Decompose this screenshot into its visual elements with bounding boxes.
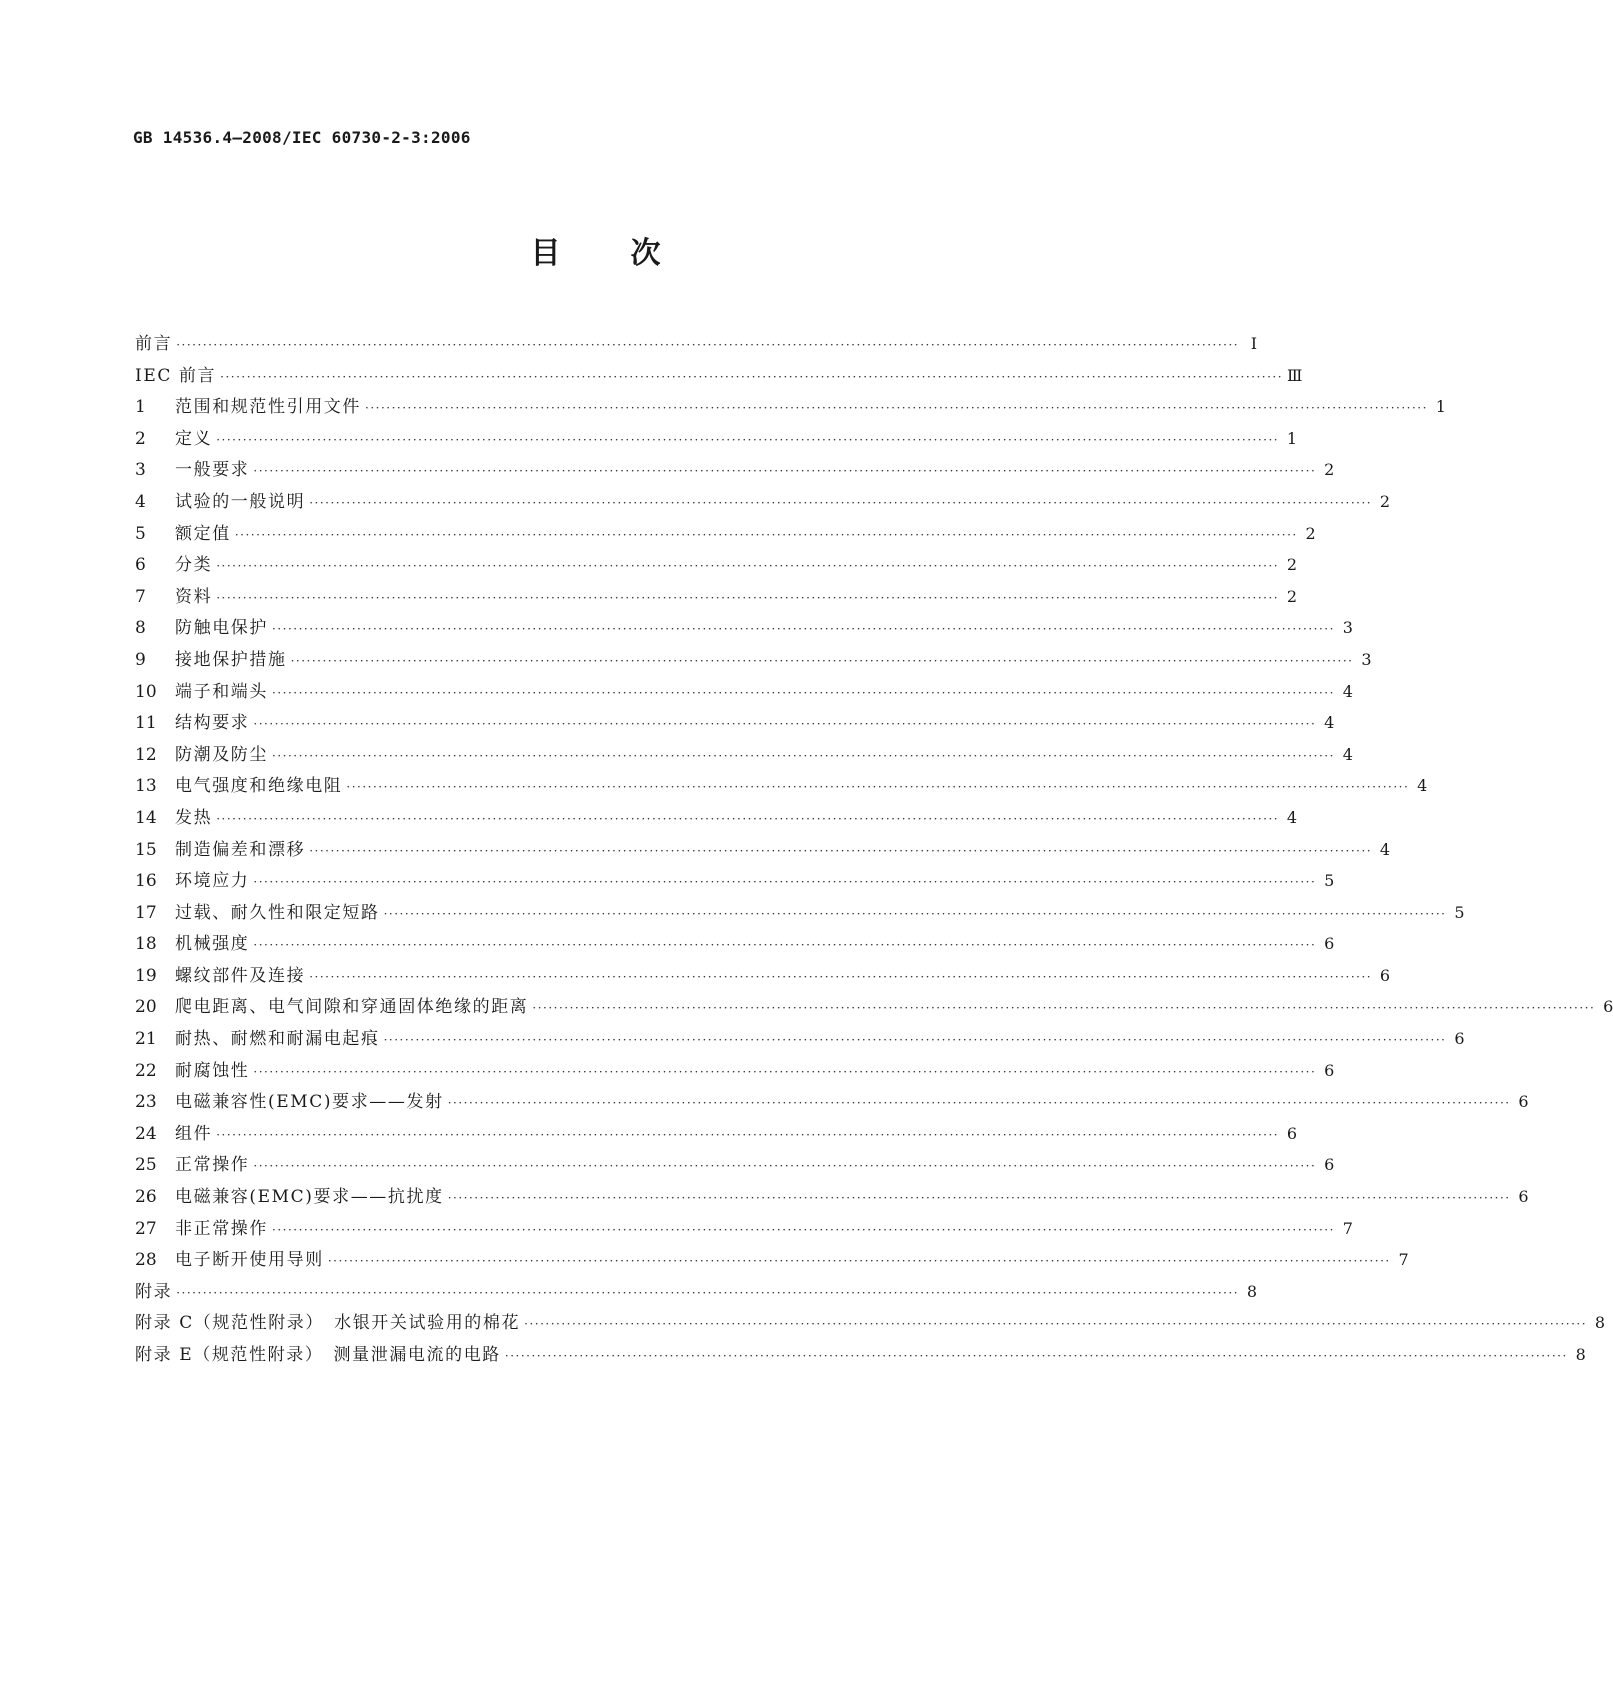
toc-entry-number: 23 <box>135 1092 157 1113</box>
toc-entry-number: 25 <box>135 1155 157 1176</box>
toc-entry-page-number: 2 <box>1286 555 1298 575</box>
toc-entry[interactable] <box>135 645 1372 677</box>
toc-entry[interactable] <box>135 1150 1335 1182</box>
toc-entry-label: 试验的一般说明 <box>175 491 306 512</box>
toc-entry-page-number: 2 <box>1286 586 1298 606</box>
toc-entry[interactable] <box>135 1340 1586 1372</box>
toc-entry-label: 发热 <box>175 807 213 828</box>
dot-leader: ········································································································································································································ <box>504 1349 1568 1363</box>
dot-leader: ········································································································································································································ <box>216 590 1280 605</box>
toc-entry-label: 正常操作 <box>175 1155 250 1176</box>
toc-entry-number: 17 <box>135 902 157 923</box>
toc-entry-number: 14 <box>135 807 157 828</box>
table-of-contents <box>135 329 1613 1372</box>
dot-leader: ········································································································································································································ <box>327 1254 1391 1269</box>
toc-entry[interactable] <box>135 519 1316 551</box>
toc-entry[interactable] <box>135 329 1258 361</box>
dot-leader: ········································································································································································································ <box>309 495 1373 510</box>
toc-entry-number: 1 <box>135 397 146 418</box>
toc-entry-page-number: 6 <box>1454 1029 1465 1049</box>
dot-leader: ········································································································································································································ <box>253 938 1317 953</box>
toc-entry-page-number: Ⅲ <box>1287 365 1303 385</box>
toc-entry[interactable] <box>135 771 1428 803</box>
toc-entry-number: 11 <box>135 713 157 734</box>
dot-leader: ········································································································································································································ <box>216 1127 1280 1142</box>
toc-entry[interactable] <box>135 361 1303 393</box>
toc-entry-number: 13 <box>135 776 157 797</box>
toc-entry-page-number: 1 <box>1286 428 1298 448</box>
toc-entry-label: 附录 E（规范性附录） 测量泄漏电流的电路 <box>135 1345 501 1365</box>
toc-entry-number: 21 <box>135 1029 157 1050</box>
toc-entry-label: 爬电距离、电气间隙和穿通固体绝缘的距离 <box>175 997 529 1018</box>
toc-entry[interactable] <box>135 866 1335 898</box>
toc-entry-label: 结构要求 <box>175 713 250 734</box>
toc-entry-number: 15 <box>135 839 157 860</box>
toc-entry[interactable] <box>135 740 1353 772</box>
toc-entry-page-number: 6 <box>1603 997 1613 1017</box>
toc-entry-label: 电子断开使用导则 <box>175 1250 324 1271</box>
toc-entry[interactable] <box>135 1245 1409 1277</box>
toc-entry-page-number: 4 <box>1324 713 1335 733</box>
toc-entry-number: 12 <box>135 744 157 765</box>
toc-entry-number: 10 <box>135 681 157 702</box>
toc-entry-label: 机械强度 <box>175 934 250 955</box>
toc-entry[interactable] <box>135 392 1446 424</box>
dot-leader: ········································································································································································································ <box>234 527 1298 542</box>
dot-leader: ········································································································································································································ <box>365 401 1428 416</box>
toc-entry[interactable] <box>135 487 1391 519</box>
dot-leader: ········································································································································································································ <box>272 685 1335 700</box>
toc-entry-page-number: 6 <box>1324 1155 1335 1175</box>
toc-entry-number: 8 <box>135 618 146 639</box>
toc-entry[interactable] <box>135 1024 1465 1056</box>
toc-entry-label: 耐腐蚀性 <box>175 1060 250 1081</box>
toc-entry[interactable] <box>135 613 1353 645</box>
toc-entry[interactable] <box>135 961 1391 993</box>
toc-entry-number: 18 <box>135 934 157 955</box>
dot-leader: ········································································································································································································ <box>532 1001 1596 1016</box>
toc-entry-page-number: 6 <box>1379 965 1391 985</box>
dot-leader: ········································································································································································································ <box>524 1317 1588 1332</box>
dot-leader: ········································································································································································································ <box>253 1159 1317 1174</box>
toc-entry[interactable] <box>135 803 1298 835</box>
toc-entry-label: 制造偏差和漂移 <box>175 839 306 860</box>
toc-entry-label: 螺纹部件及连接 <box>175 965 306 986</box>
toc-entry-label: 额定值 <box>175 523 231 544</box>
dot-leader: ········································································································································································································ <box>176 1285 1240 1300</box>
toc-entry-label: 非正常操作 <box>175 1218 268 1239</box>
toc-entry-label: 附录 <box>135 1281 173 1302</box>
toc-entry-label: 分类 <box>175 555 213 576</box>
dot-leader: ········································································································································································································ <box>383 1033 1447 1048</box>
toc-entry-label: 前言 <box>135 334 173 354</box>
toc-entry[interactable] <box>135 1308 1606 1340</box>
toc-entry-label: 电气强度和绝缘电阻 <box>175 776 343 797</box>
toc-entry-page-number: 1 <box>1435 397 1446 417</box>
toc-entry[interactable] <box>135 1182 1529 1214</box>
toc-entry-page-number: 7 <box>1398 1250 1409 1270</box>
dot-leader: ········································································································································································································ <box>346 780 1410 795</box>
toc-entry[interactable] <box>135 929 1335 961</box>
toc-entry-label: 资料 <box>175 586 213 607</box>
toc-entry-page-number: 8 <box>1594 1313 1606 1333</box>
toc-entry-label: 耐热、耐燃和耐漏电起痕 <box>175 1029 380 1050</box>
dot-leader: ········································································································································································································ <box>216 432 1280 447</box>
toc-entry[interactable] <box>135 1119 1298 1151</box>
dot-leader: ········································································································································································································ <box>383 906 1447 921</box>
toc-entry-page-number: 8 <box>1575 1345 1586 1364</box>
toc-entry[interactable] <box>135 1087 1529 1119</box>
toc-entry-number: 2 <box>135 428 146 449</box>
toc-entry[interactable] <box>135 898 1465 930</box>
toc-entry-page-number: 6 <box>1286 1123 1298 1143</box>
toc-entry-page-number: 3 <box>1361 649 1372 669</box>
dot-leader: ········································································································································································································ <box>447 1096 1511 1111</box>
toc-entry-label: 定义 <box>175 428 213 449</box>
toc-entry-page-number: Ⅰ <box>1250 334 1258 353</box>
toc-entry-number: 28 <box>135 1250 157 1271</box>
toc-entry-page-number: 5 <box>1454 902 1465 922</box>
toc-entry-label: 附录 C（规范性附录） 水银开关试验用的棉花 <box>135 1313 521 1334</box>
toc-entry-number: 27 <box>135 1218 157 1239</box>
toc-entry[interactable] <box>135 1214 1353 1246</box>
dot-leader: ········································································································································································································ <box>216 811 1280 826</box>
toc-entry-page-number: 5 <box>1324 871 1335 891</box>
toc-entry-label: IEC 前言 <box>135 365 217 386</box>
toc-entry-page-number: 4 <box>1286 807 1298 827</box>
toc-entry-page-number: 4 <box>1417 776 1428 796</box>
toc-entry-label: 范围和规范性引用文件 <box>175 397 361 418</box>
toc-entry-label: 一般要求 <box>175 460 250 481</box>
dot-leader: ········································································································································································································ <box>272 748 1335 763</box>
toc-entry-page-number: 3 <box>1342 618 1353 638</box>
toc-entry-page-number: 6 <box>1518 1187 1529 1207</box>
dot-leader: ········································································································································································································ <box>447 1191 1511 1206</box>
toc-entry[interactable] <box>135 582 1298 614</box>
toc-entry-number: 5 <box>135 523 146 544</box>
toc-entry-page-number: 4 <box>1342 744 1353 764</box>
dot-leader: ········································································································································································································ <box>220 369 1284 384</box>
toc-entry-page-number: 7 <box>1342 1218 1353 1238</box>
toc-entry[interactable] <box>135 1056 1335 1088</box>
toc-entry-number: 9 <box>135 649 146 670</box>
toc-entry-number: 26 <box>135 1187 157 1208</box>
dot-leader: ········································································································································································································ <box>216 559 1280 574</box>
toc-entry-page-number: 6 <box>1324 1060 1335 1080</box>
toc-entry-page-number: 6 <box>1518 1092 1529 1112</box>
dot-leader: ········································································································································································································ <box>253 1064 1317 1079</box>
toc-entry-label: 过载、耐久性和限定短路 <box>175 902 380 923</box>
toc-entry[interactable] <box>135 835 1391 867</box>
toc-entry-label: 接地保护措施 <box>175 649 287 670</box>
dot-leader: ········································································································································································································ <box>253 464 1317 479</box>
dot-leader: ········································································································································································································ <box>272 622 1335 637</box>
dot-leader: ········································································································································································································ <box>176 338 1240 352</box>
toc-entry[interactable] <box>135 455 1335 487</box>
dot-leader: ········································································································································································································ <box>253 875 1317 890</box>
document-code-header: GB 14536.4—2008/IEC 60730-2-3:2006 <box>133 128 471 147</box>
toc-entry[interactable] <box>135 1277 1258 1309</box>
toc-entry-number: 3 <box>135 460 146 481</box>
dot-leader: ········································································································································································································ <box>253 717 1317 732</box>
toc-entry-page-number: 2 <box>1305 523 1316 543</box>
toc-entry-page-number: 2 <box>1324 460 1335 480</box>
toc-entry[interactable] <box>135 708 1335 740</box>
toc-entry-page-number: 8 <box>1246 1281 1258 1301</box>
toc-entry-number: 7 <box>135 586 146 607</box>
dot-leader: ········································································································································································································ <box>309 843 1373 858</box>
toc-entry[interactable] <box>135 677 1353 709</box>
dot-leader: ········································································································································································································ <box>309 969 1373 984</box>
dot-leader: ········································································································································································································ <box>272 1222 1335 1237</box>
toc-entry-label: 电磁兼容性(EMC)要求——发射 <box>175 1092 444 1113</box>
toc-entry[interactable] <box>135 550 1298 582</box>
toc-entry-label: 电磁兼容(EMC)要求——抗扰度 <box>175 1187 444 1208</box>
toc-entry-label: 组件 <box>175 1123 213 1144</box>
toc-entry-number: 16 <box>135 871 157 892</box>
toc-entry-page-number: 6 <box>1324 934 1335 954</box>
dot-leader: ········································································································································································································ <box>290 653 1354 668</box>
toc-entry-label: 防触电保护 <box>175 618 268 639</box>
toc-entry-page-number: 2 <box>1379 491 1391 511</box>
toc-entry-label: 端子和端头 <box>175 681 268 702</box>
toc-entry-number: 4 <box>135 491 146 512</box>
toc-entry-number: 22 <box>135 1060 157 1081</box>
toc-entry-number: 20 <box>135 997 157 1018</box>
toc-entry-page-number: 4 <box>1379 839 1391 859</box>
toc-entry[interactable] <box>135 424 1298 456</box>
toc-entry-page-number: 4 <box>1342 681 1353 701</box>
toc-entry-label: 环境应力 <box>175 871 250 892</box>
toc-entry-number: 19 <box>135 965 157 986</box>
toc-entry-number: 24 <box>135 1123 157 1144</box>
toc-entry-number: 6 <box>135 555 146 576</box>
page-title: 目次 <box>530 236 731 271</box>
toc-entry[interactable] <box>135 992 1613 1024</box>
toc-entry-label: 防潮及防尘 <box>175 744 268 765</box>
